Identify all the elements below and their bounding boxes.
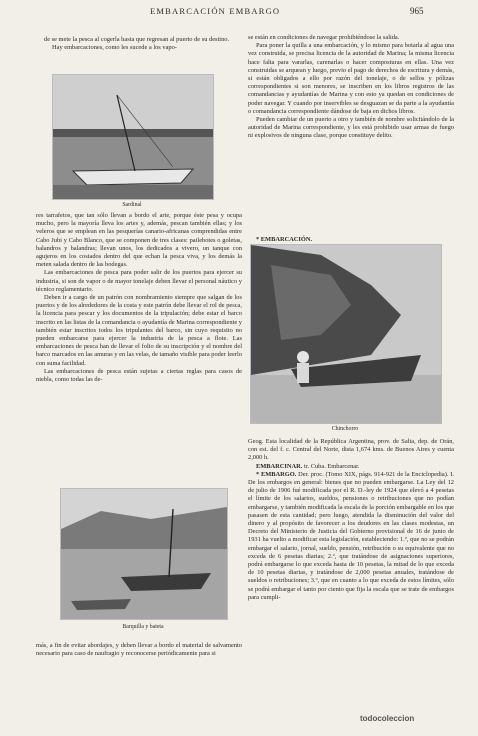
sailboat-photo-icon (53, 75, 213, 199)
paragraph: res tarrafetos, que tan sólo llevan a bordo el arte, porque éste pesa y ocupa mucho, pero la mayoría lleva los artes y, además, pescan también ellas; y los veleros que se emplean en las pesquerías canario-africanas comprendidas entre Cabo Jubi y Cabo Blanco, que se componen de tres clases: pailebotes o goletas, balandros y balandras; llevan unos, los dedicados a vivero, un tanque con agujeros en los costados dentro del que echan la pesca viva, y los demás la meten salada dentro de las bodegas. (36, 212, 242, 269)
rowboat-photo-icon (61, 489, 227, 619)
entry-text: tr. Cuba. Embarcenar. (303, 462, 360, 470)
caption-chinchorro: Chinchorro (331, 426, 359, 432)
paragraph: Deben ir a cargo de un patrón con nombramiento siempre que salgan de los puertos y de los alrededores de la costa y este patrón debe llevar el rol de pesca, la licencia para pescar y los documentos de la tripulación; debe estar el barco inscrito en las listas de la comandancia o ayudantía de Marina correspondiente y también estar inscritos todos los tripulantes del barco, sin cuyo requisito no pueden embarcarse para ejercer la industria de la pesca a flote. Las embarcaciones de pesca han de llevar el folio de su inscripción y el nombre del barco marcados en las amuras y en las velas, de tamaño visible para poder leerlo con suma facilidad. (36, 294, 242, 367)
left-column-top (44, 36, 236, 52)
left-column-bottom (36, 642, 242, 658)
paragraph: de se mete la pesca al cogerla hasta que regresan al puerto de su destino. (44, 36, 230, 43)
entry-embarcacion-start (248, 236, 454, 244)
entry-term: * EMBARCACIÓN. (256, 236, 313, 243)
right-column-top (248, 34, 454, 141)
entry-text: Geog. Esta localidad de la República Argentina, prov. de Salta, dep. de Orán, con est. del f. c. Central del Norte, dista 1,674 kms. de Buenos Aires y cuenta 2,000 h. (248, 438, 454, 462)
paragraph: Hay embarcaciones, como les sucede a los vapo- (52, 44, 177, 52)
photo-chinchorro (250, 244, 442, 424)
right-column-entries (248, 438, 454, 602)
watermark-logo: todocoleccion (360, 714, 415, 723)
paragraph: Las embarcaciones de pesca están sujetas a ciertas reglas para casos de niebla, como todas las de- (36, 367, 242, 384)
left-column-mid (36, 212, 242, 384)
paragraph: Pueden cambiar de un puerto a otro y también de nombre solicitándolo de la autoridad de Marina correspondiente, y les está prohibido usar armas de fuego ni explosivos de ninguna clase, porque constituye delito. (248, 116, 454, 140)
page-header (0, 6, 478, 20)
caption-barquilla: Barquilla y bateta (122, 624, 164, 630)
paragraph: se están en condiciones de navegar prohibiéndose la salida. (248, 34, 400, 41)
paragraph: más, a fin de evitar abordajes, y deben llevar a bordo el material de salvamento necesario para caso de naufragio y reconocerse periódicamente para si (36, 642, 242, 658)
running-title: EMBARCACIÓN EMBARGO (150, 6, 281, 16)
caption-sardinal: Sardinal (122, 202, 142, 208)
entry-text: Der. proc. (Tomo XIX, págs. 914-921 de la Enciclopedia). I. De los embargos en general: bienes que no pueden embargarse. La Ley del 12 de julio de 1906 fué modificada por el R. D.-ley de 1924 que elevó a 4 pesetas el límite de los salarios, sueldos, pensiones o retribuciones que no podían embargarse, y también modificada la escala de la porción embargable en los que pasasen de esta cantidad; pero luego, atendida la disminución del valor del dinero y al propósito de favorecer a los deudores en las clases modestas, un Decreto del Ministerio de Justicia del Gobierno provisional de 16 de junio de 1931 ha vuelto a modificar esta legislación, estableciendo: 1.º, que no se podrán embargar el salario, jornal, sueldo, pensión, retribución o su equivalente que no exceda de 6 pesetas diarias; 2.º, que tratándose de asignaciones superiores, podrá embargarse lo que exceda hasta de 10 pesetas, la mitad de lo que exceda de 10 pesetas diarias, y tratándose de 2,000 pesetas anuales, tratándose de sueldos o retribuciones; 3.º, que en cuanto a lo que exceda de estos límites, sólo se podrá embargar el tanto por ciento que fija la escala que se trate de embargos para cumpli- (248, 470, 454, 601)
beach-boat-photo-icon (251, 245, 441, 423)
entry-term: * EMBARGO. (256, 470, 297, 478)
photo-barquilla (60, 488, 228, 620)
paragraph: Las embarcaciones de pesca para poder salir de los puertos para ejercer su industria, si son de vapor o de mayor tonelaje deben llevar el personal náutico y técnico reglamentario. (36, 269, 242, 293)
photo-sardinal (52, 74, 214, 200)
entry-term: EMBARCINAR. (256, 462, 303, 470)
paragraph: Para poner la quilla a una embarcación, y lo mismo para botarla al agua una vez construida, se precisa licencia de la autoridad de Marina; la misma licencia hace falta para vararlas, carenarlas o hacer composturas en ellas. Una vez construidas se arquean y luego, previo el pago de derechos de escritura y demás, si están obligados a ello por razón del tonelaje, o de sellos y pólizas correspondientes si son menores, se inscriben en los libros registros de las comandancias y ayudantías de Marina y con esto ya quedan en condiciones de poder navegar. Y cuando por inservibles se desguazan se da parte a la ayudantía o comandancia correspondiente dándose de baja en dichos libros. (248, 42, 454, 115)
page-number: 965 (410, 6, 424, 16)
